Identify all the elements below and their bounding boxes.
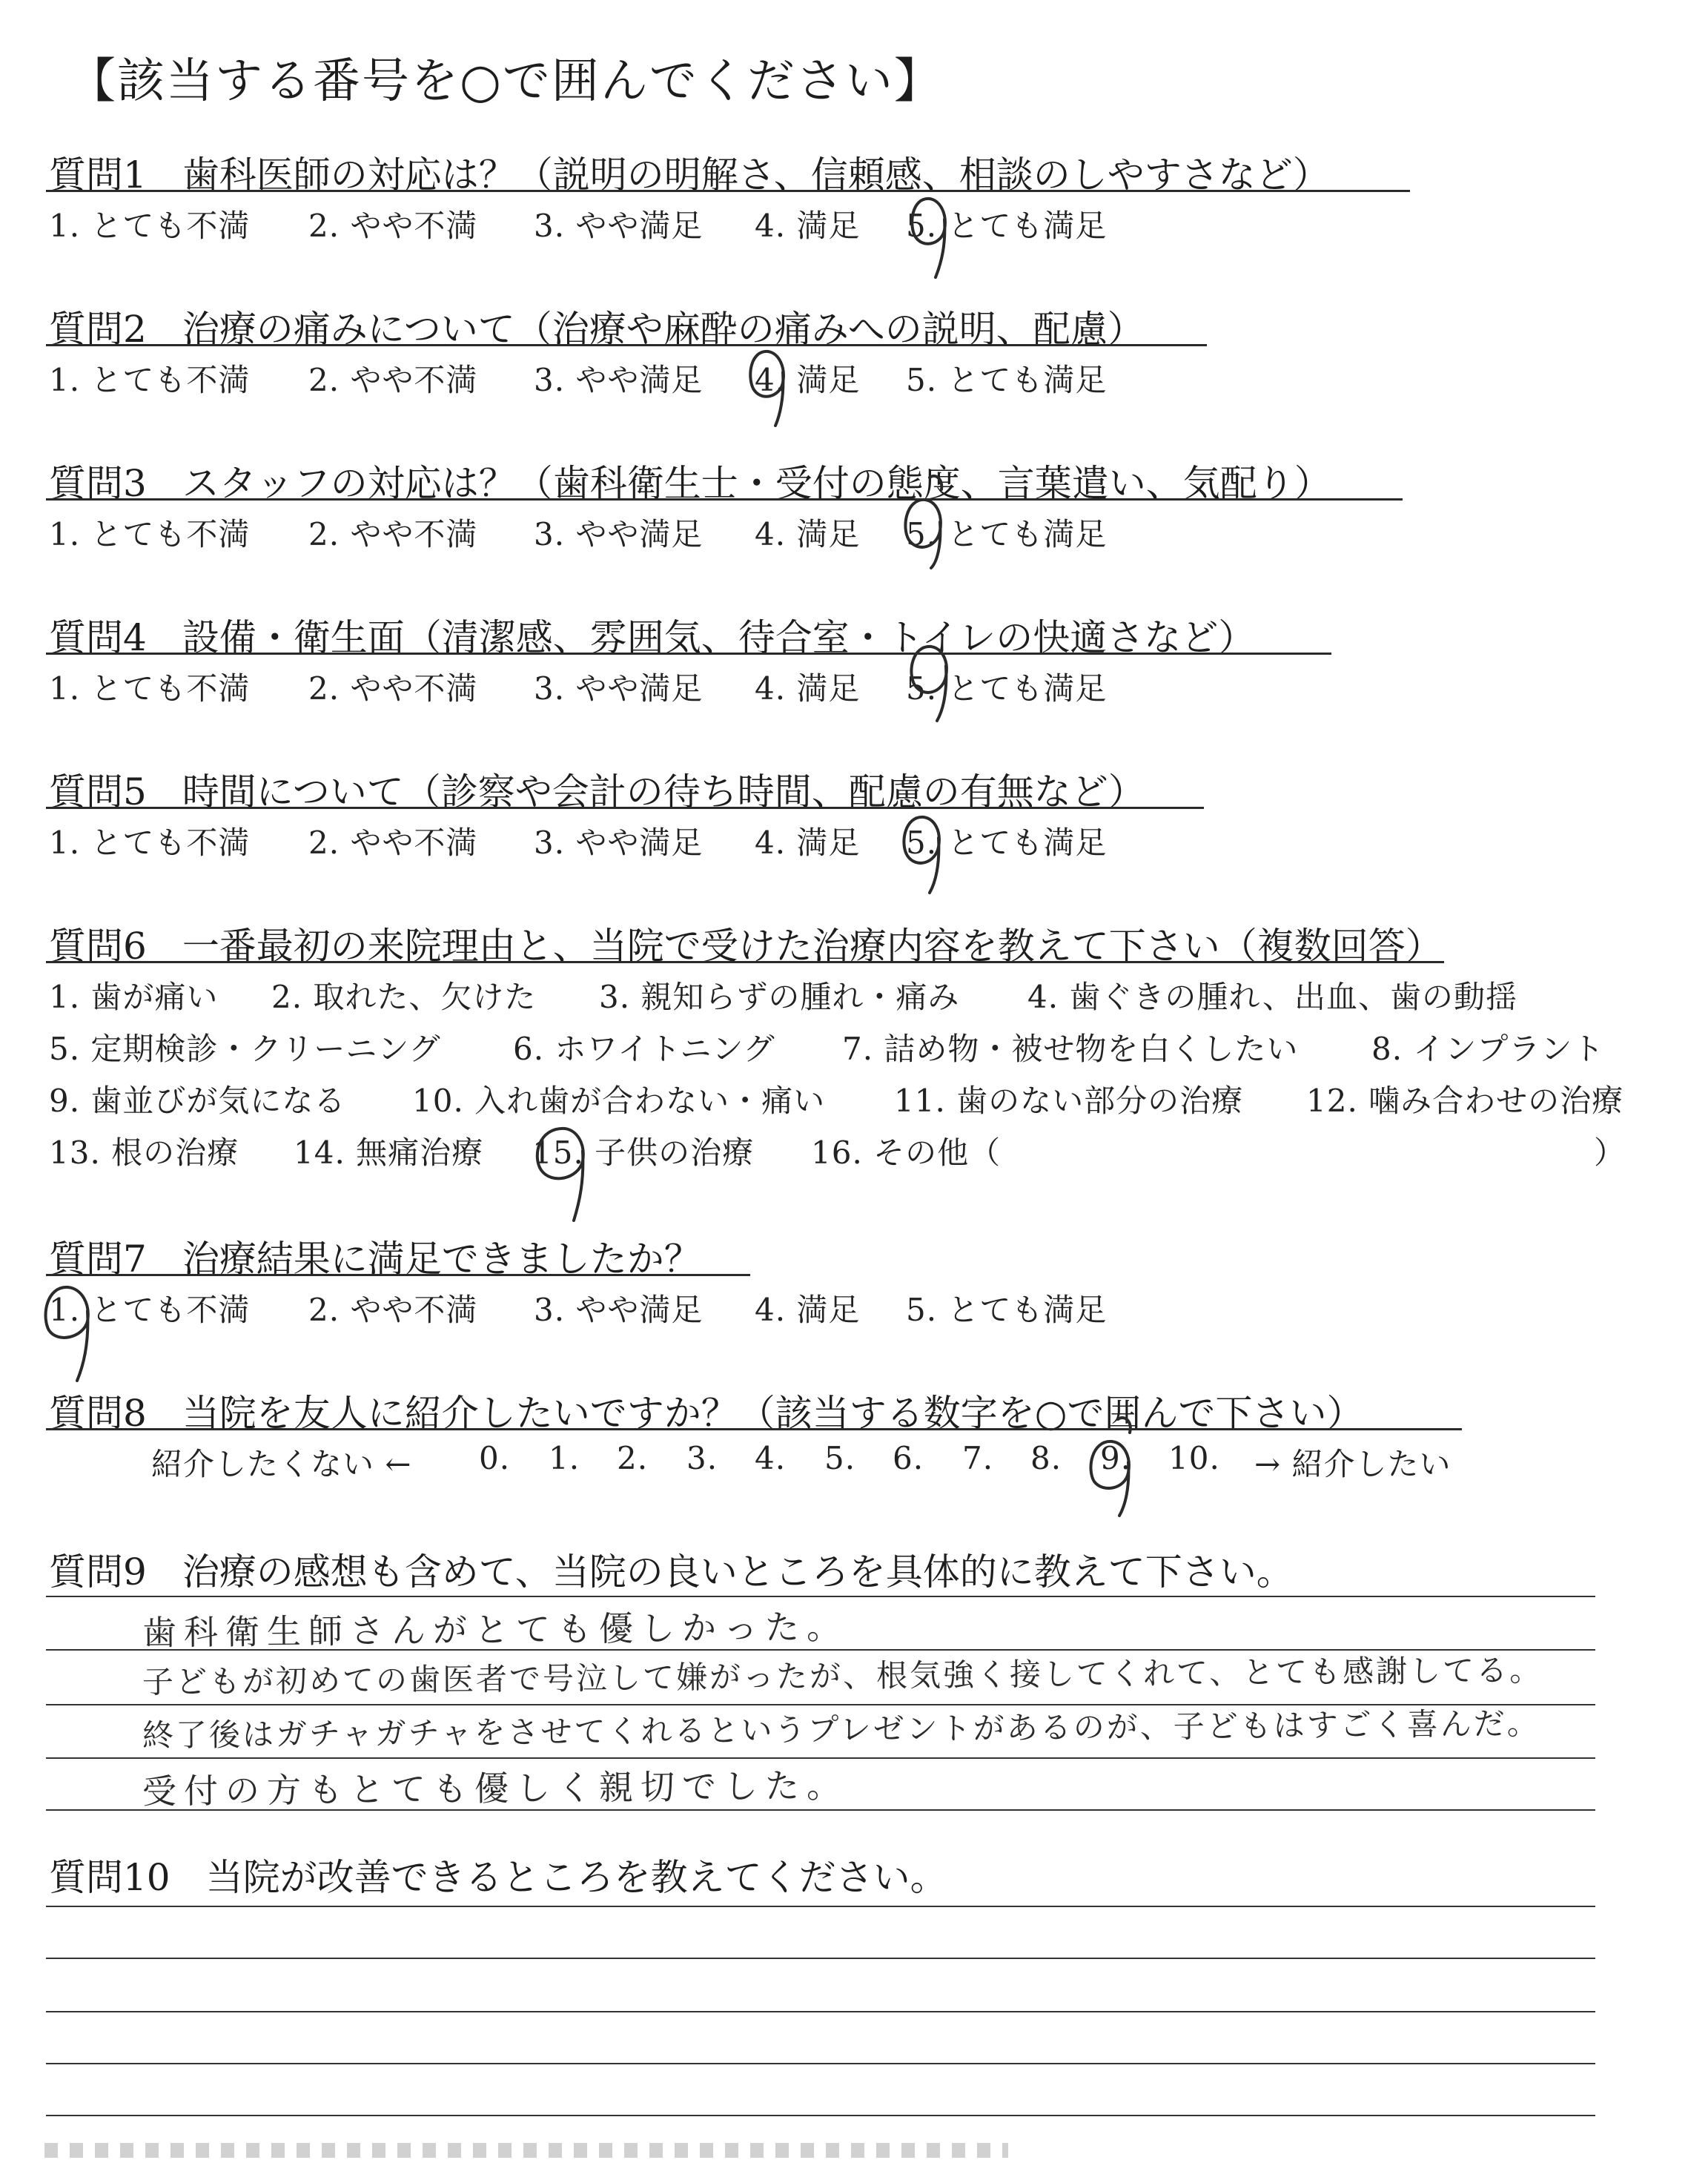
question-4-number: 質問4 [49, 616, 147, 659]
q7-option-5[interactable]: 5. とても満足 [906, 1292, 1108, 1328]
q10-answer-rule-5 [46, 2115, 1595, 2116]
question-10 [49, 1848, 947, 1901]
q5-option-5[interactable]: 5. とても満足 [906, 825, 1108, 861]
q6-option-15[interactable]: 15. 子供の治療 [532, 1135, 755, 1171]
q5-option-2[interactable]: 2. やや不満 [308, 825, 478, 861]
q6-option-16[interactable]: 16. その他（ [811, 1135, 1002, 1171]
question-9-number: 質問9 [49, 1550, 147, 1593]
q9-answer-line-3: 終了後はガチャガチャをさせてくれるというプレゼントがあるのが、子どもはすごく喜んだ。 [142, 1705, 1540, 1754]
q5-option-3[interactable]: 3. やや満足 [534, 825, 704, 861]
q6-option-4[interactable]: 4. 歯ぐきの腫れ、出血、歯の動揺 [1027, 979, 1517, 1015]
question-6-number: 質問6 [49, 925, 147, 968]
question-1-underline [46, 190, 1410, 192]
q6-option-11[interactable]: 11. 歯のない部分の治療 [894, 1083, 1244, 1119]
q8-option-7[interactable]: 7. [962, 1440, 994, 1476]
q10-answer-rule-3 [46, 2011, 1595, 2012]
q5-option-1[interactable]: 1. とても不満 [49, 825, 251, 861]
q6-option-5[interactable]: 5. 定期検診・クリーニング [49, 1031, 441, 1067]
question-8-text: 当院を友人に紹介したいですか？（該当する数字を○で囲んで下さい） [182, 1392, 1364, 1435]
q10-answer-rule-2 [46, 1958, 1595, 1959]
q2-option-4[interactable]: 4. 満足 [755, 362, 861, 398]
bottom-cut-off-text [44, 2143, 1008, 2158]
q7-option-3[interactable]: 3. やや満足 [534, 1292, 704, 1328]
q2-option-2[interactable]: 2. やや不満 [308, 362, 478, 398]
q9-answer-rule-1 [46, 1596, 1595, 1597]
question-9 [49, 1542, 1294, 1596]
q4-option-1[interactable]: 1. とても不満 [49, 670, 251, 707]
q6-option-3[interactable]: 3. 親知らずの腫れ・痛み [599, 979, 960, 1015]
question-4-underline [46, 653, 1331, 655]
q1-option-2[interactable]: 2. やや不満 [308, 208, 478, 244]
question-5-text: 時間について（診察や会計の待ち時間、配慮の有無など） [182, 770, 1145, 813]
question-6-text: 一番最初の来院理由と、当院で受けた治療内容を教えて下さい（複数回答） [182, 925, 1443, 968]
q6-option-8[interactable]: 8. インプラント [1371, 1031, 1605, 1067]
q6-option-13[interactable]: 13. 根の治療 [49, 1135, 239, 1171]
q7-option-2[interactable]: 2. やや不満 [308, 1292, 478, 1328]
question-5-number: 質問5 [49, 770, 147, 813]
q8-option-5[interactable]: 5. [824, 1440, 856, 1476]
q6-option-6[interactable]: 6. ホワイトニング [513, 1031, 775, 1067]
q8-option-3[interactable]: 3. [686, 1440, 718, 1476]
question-3-underline [46, 498, 1403, 501]
q4-option-5[interactable]: 5. とても満足 [906, 670, 1108, 707]
q8-option-4[interactable]: 4. [755, 1440, 787, 1476]
q10-answer-rule-4 [46, 2063, 1595, 2064]
q3-option-4[interactable]: 4. 満足 [755, 516, 861, 552]
question-2-underline [46, 344, 1207, 346]
question-10-number: 質問10 [49, 1856, 171, 1899]
q6-option-12[interactable]: 12. 噛み合わせの治療 [1306, 1083, 1624, 1119]
q6-option-1[interactable]: 1. 歯が痛い [49, 979, 219, 1015]
q3-option-3[interactable]: 3. やや満足 [534, 516, 704, 552]
q8-option-1[interactable]: 1. [549, 1440, 580, 1476]
question-9-text: 治療の感想も含めて、当院の良いところを具体的に教えて下さい。 [182, 1550, 1294, 1593]
q8-option-6[interactable]: 6. [893, 1440, 924, 1476]
question-2-text: 治療の痛みについて（治療や麻酔の痛みへの説明、配慮） [182, 308, 1145, 351]
q2-option-1[interactable]: 1. とても不満 [49, 362, 251, 398]
question-2-number: 質問2 [49, 308, 147, 351]
q8-option-0[interactable]: 0. [479, 1440, 511, 1476]
question-7-text: 治療結果に満足できましたか？ [182, 1238, 701, 1281]
q1-option-1[interactable]: 1. とても不満 [49, 208, 251, 244]
q8-option-9[interactable]: 9. [1100, 1440, 1132, 1476]
q8-scale-left-label: 紹介したくない ← [151, 1446, 412, 1482]
q6-option-14[interactable]: 14. 無痛治療 [294, 1135, 484, 1171]
q3-option-2[interactable]: 2. やや不満 [308, 516, 478, 552]
q3-option-5[interactable]: 5. とても満足 [906, 516, 1108, 552]
q6-option-9[interactable]: 9. 歯並びが気になる [49, 1083, 346, 1119]
q9-answer-line-1: 歯科衛生師さんがとても優しかった。 [142, 1606, 849, 1653]
question-7-number: 質問7 [49, 1238, 147, 1281]
q8-option-2[interactable]: 2. [617, 1440, 649, 1476]
q10-answer-rule-1 [46, 1906, 1595, 1907]
question-6-underline [46, 961, 1444, 963]
q2-option-5[interactable]: 5. とても満足 [906, 362, 1108, 398]
q4-option-4[interactable]: 4. 満足 [755, 670, 861, 707]
q6-option-2[interactable]: 2. 取れた、欠けた [271, 979, 537, 1015]
q6-option-7[interactable]: 7. 詰め物・被せ物を白くしたい [842, 1031, 1299, 1067]
question-3-text: スタッフの対応は？（歯科衛生士・受付の態度、言葉遣い、気配り） [182, 462, 1331, 505]
question-3-number: 質問3 [49, 462, 147, 505]
question-8-number: 質問8 [49, 1392, 147, 1435]
question-7-underline [46, 1274, 750, 1276]
q8-option-8[interactable]: 8. [1030, 1440, 1062, 1476]
question-8-underline [46, 1428, 1462, 1430]
question-4-text: 設備・衛生面（清潔感、雰囲気、待合室・トイレの快適さなど） [182, 616, 1256, 659]
question-10-text: 当院が改善できるところを教えてください。 [205, 1856, 947, 1899]
q6-other-close-paren: ） [1594, 1135, 1626, 1171]
q5-option-4[interactable]: 4. 満足 [755, 825, 861, 861]
q9-answer-line-4: 受付の方もとても優しく親切でした。 [142, 1765, 849, 1811]
q8-option-10[interactable]: 10. [1168, 1440, 1220, 1476]
q7-option-1[interactable]: 1. とても不満 [49, 1292, 251, 1328]
q1-option-5[interactable]: 5. とても満足 [906, 208, 1108, 244]
q4-option-3[interactable]: 3. やや満足 [534, 670, 704, 707]
question-1-text: 歯科医師の対応は？（説明の明解さ、信頼感、相談のしやすさなど） [182, 153, 1330, 196]
q1-option-4[interactable]: 4. 満足 [755, 208, 861, 244]
q9-answer-line-2: 子どもが初めての歯医者で号泣して嫌がったが、根気強く接してくれて、とても感謝してる。 [142, 1651, 1543, 1700]
q4-option-2[interactable]: 2. やや不満 [308, 670, 478, 707]
question-1-number: 質問1 [49, 153, 147, 196]
question-5-underline [46, 807, 1204, 809]
q2-option-3[interactable]: 3. やや満足 [534, 362, 704, 398]
q8-scale-right-label: → 紹介したい [1254, 1446, 1452, 1482]
q6-option-10[interactable]: 10. 入れ歯が合わない・痛い [412, 1083, 826, 1119]
q1-option-3[interactable]: 3. やや満足 [534, 208, 704, 244]
q7-option-4[interactable]: 4. 満足 [755, 1292, 861, 1328]
form-title: 【該当する番号を○で囲んでください】 [68, 54, 943, 109]
q3-option-1[interactable]: 1. とても不満 [49, 516, 251, 552]
